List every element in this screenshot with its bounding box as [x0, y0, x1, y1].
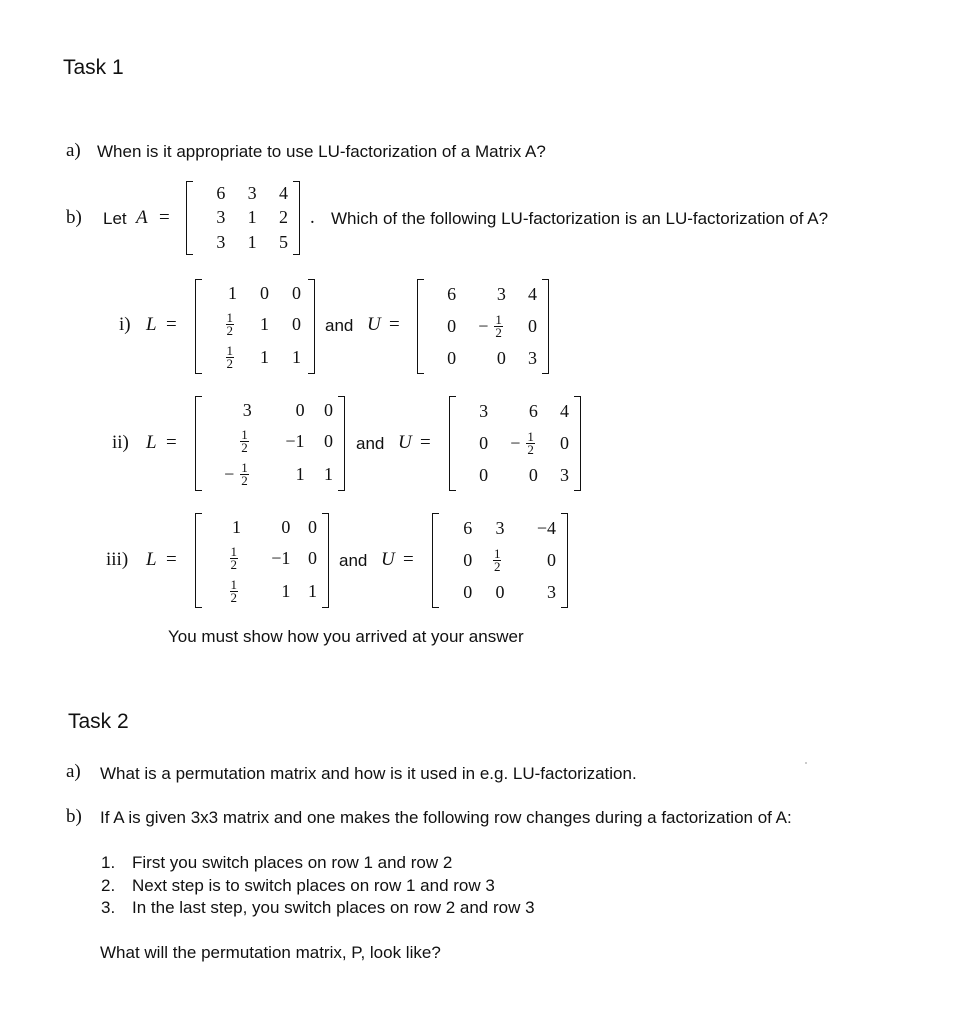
option-i-U-matrix: [417, 279, 549, 374]
matrix-entry: 0: [479, 465, 489, 486]
option-i-U-equals: =: [389, 314, 400, 335]
matrix-entry: 0: [463, 582, 473, 603]
matrix-entry: $\frac{1}{2}$: [226, 310, 233, 338]
option-i-L-symbol: L: [146, 314, 157, 335]
matrix-entry: 3: [242, 400, 252, 420]
matrix-entry: −1: [285, 431, 305, 451]
matrix-entry: −1: [271, 548, 291, 568]
matrix-entry: 1: [281, 581, 291, 601]
option-ii-U-matrix: [449, 396, 581, 491]
option-i-and: and: [325, 316, 354, 335]
matrix-A: [186, 181, 300, 255]
matrix-entry: 0: [447, 348, 457, 369]
option-iii-L-equals: =: [166, 549, 177, 570]
matrix-entry: 0: [307, 517, 317, 537]
option-ii-and: and: [356, 434, 385, 453]
matrix-entry: 0: [528, 315, 537, 336]
matrix-A-symbol: A: [136, 207, 148, 228]
option-i-L-equals: =: [166, 314, 177, 335]
matrix-entry: 0: [324, 431, 333, 451]
step-2-text: Next step is to switch places on row 1 and row 3: [132, 876, 495, 895]
task2-b-marker: b): [66, 806, 82, 827]
matrix-entry: 0: [546, 549, 556, 570]
matrix-entry: 3: [216, 207, 226, 228]
matrix-entry: 0: [463, 549, 473, 570]
matrix-entry: 6: [216, 182, 226, 203]
matrix-entry: $\frac{1}{2}$: [241, 427, 248, 455]
step-3-number: 3.: [101, 898, 116, 917]
task1-b-marker: b): [66, 207, 82, 228]
matrix-entry: 0: [560, 432, 569, 453]
matrix-A-period: .: [310, 207, 315, 228]
matrix-entry: 4: [560, 400, 569, 421]
matrix-entry: 0: [495, 582, 505, 603]
matrix-entry: − $\frac{1}{2}$: [490, 431, 540, 456]
permutation-question: What will the permutation matrix, P, look like?: [100, 943, 441, 962]
matrix-entry: − $\frac{1}{2}$: [458, 314, 508, 339]
matrix-entry: 0: [528, 465, 538, 486]
matrix-entry: 4: [279, 182, 288, 203]
task2-a-marker: a): [66, 761, 81, 782]
matrix-entry: 0: [496, 348, 506, 369]
matrix-entry: 3: [560, 465, 569, 486]
task1-heading: Task 1: [63, 56, 124, 79]
matrix-entry: 0: [295, 400, 305, 420]
matrix-entry: 3: [247, 182, 257, 203]
matrix-entry: 1: [247, 207, 257, 228]
matrix-entry: 4: [528, 283, 537, 304]
matrix-entry: 6: [463, 517, 473, 538]
stray-dot: [805, 762, 807, 764]
task2-a-question: What is a permutation matrix and how is it used in e.g. LU-factorization.: [100, 764, 637, 783]
option-ii-L-equals: =: [166, 432, 177, 453]
option-iii-and: and: [339, 551, 368, 570]
show-work-note: You must show how you arrived at your answer: [168, 627, 524, 646]
matrix-entry: 0: [292, 314, 301, 334]
matrix-entry: 0: [447, 315, 457, 336]
step-1-text: First you switch places on row 1 and row 2: [132, 853, 453, 872]
matrix-entry: 0: [324, 400, 333, 420]
task2-heading: Task 2: [68, 710, 129, 733]
task1-a-marker: a): [66, 140, 81, 161]
matrix-entry: 0: [281, 517, 291, 537]
option-iii-U-equals: =: [403, 549, 414, 570]
matrix-entry: 0: [292, 283, 301, 303]
equals-sign: =: [159, 207, 170, 228]
option-i-L-matrix: [195, 279, 315, 374]
matrix-entry: 6: [528, 400, 538, 421]
option-iii-L-symbol: L: [146, 549, 157, 570]
step-3-text: In the last step, you switch places on row 2 and row 3: [132, 898, 535, 917]
option-i-U-symbol: U: [367, 314, 381, 335]
step-2-number: 2.: [101, 876, 116, 895]
matrix-entry: 1: [260, 347, 269, 367]
matrix-entry: 1: [307, 581, 317, 601]
matrix-entry: $\frac{1}{2}$: [226, 343, 233, 371]
matrix-entry: 1: [260, 314, 269, 334]
matrix-entry: −4: [536, 517, 556, 538]
option-i-label: i): [119, 314, 131, 335]
option-iii-label: iii): [106, 549, 129, 570]
matrix-entry: 1: [292, 347, 301, 367]
matrix-entry: $\frac{1}{2}$: [230, 544, 237, 572]
matrix-entry: 1: [232, 517, 241, 537]
option-ii-U-equals: =: [420, 432, 431, 453]
option-ii-U-symbol: U: [398, 432, 412, 453]
matrix-entry: 2: [279, 207, 288, 228]
task1-a-question: When is it appropriate to use LU-factorization of a Matrix A?: [97, 142, 546, 161]
matrix-entry: 5: [279, 232, 288, 253]
matrix-entry: − $\frac{1}{2}$: [205, 462, 254, 487]
option-ii-L-matrix: [195, 396, 345, 491]
matrix-entry: $\frac{1}{2}$: [493, 545, 501, 574]
matrix-entry: 6: [447, 283, 457, 304]
matrix-entry: 3: [479, 400, 489, 421]
task1-b-question: Which of the following LU-factorization is an LU-factorization of A?: [331, 209, 829, 228]
option-ii-label: ii): [112, 432, 129, 453]
matrix-entry: 0: [260, 283, 269, 303]
matrix-entry: 3: [216, 232, 226, 253]
option-iii-U-symbol: U: [381, 549, 395, 570]
matrix-entry: 1: [228, 283, 237, 303]
matrix-entry: 0: [479, 432, 489, 453]
task2-b-question: If A is given 3x3 matrix and one makes the following row changes during a factorization of A:: [100, 808, 792, 827]
option-iii-L-matrix: [195, 513, 329, 608]
matrix-entry: 1: [295, 464, 305, 484]
matrix-entry: 3: [496, 283, 506, 304]
matrix-entry: 3: [528, 348, 537, 369]
step-1-number: 1.: [101, 853, 116, 872]
matrix-entry: 0: [307, 548, 317, 568]
matrix-entry: $\frac{1}{2}$: [230, 577, 237, 605]
matrix-entry: 1: [247, 232, 257, 253]
matrix-entry: 3: [495, 517, 505, 538]
matrix-entry: 1: [324, 464, 333, 484]
option-iii-U-matrix: [432, 513, 568, 608]
matrix-entry: 3: [546, 582, 556, 603]
option-ii-L-symbol: L: [146, 432, 157, 453]
task1-b-let: Let: [103, 209, 127, 228]
